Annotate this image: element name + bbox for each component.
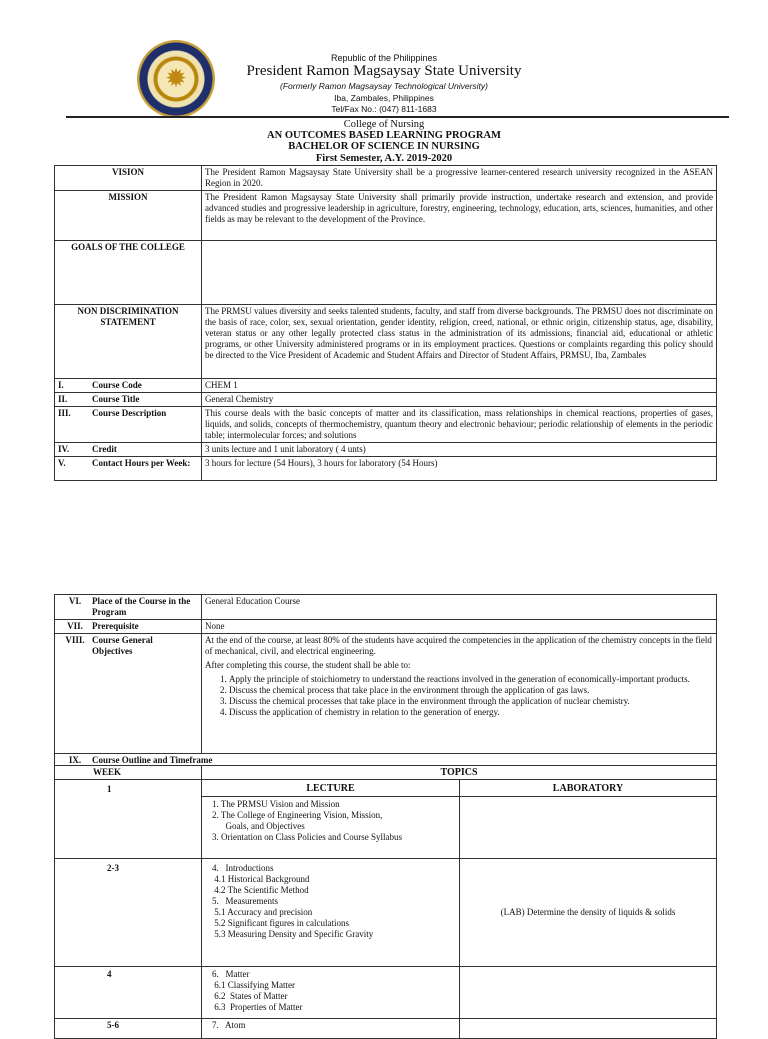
course-code-label-cell bbox=[55, 379, 202, 393]
objective-item: 2. Discuss the chemical process that take place in the environment through the application of gas laws. bbox=[229, 685, 713, 696]
lecture-line: 6. Matter bbox=[212, 969, 250, 979]
goals-row bbox=[55, 241, 717, 305]
program-title: AN OUTCOMES BASED LEARNING PROGRAM bbox=[267, 130, 501, 141]
lecture-line: 5.2 Significant figures in calculations bbox=[212, 918, 349, 928]
objective-item: 1. Apply the principle of stoichiometry to understand the reactions involved in the generation of economically-important products. bbox=[229, 674, 713, 685]
nondisc-text: The PRMSU values diversity and seeks talented students, faculty, and staff from diverse backgrounds. The PRMSU does not discriminate on the basis of race, color, sex, sexual orientation, gender identity, religion, creed, national, or ethnic origin, citizenship status, age, disability, veteran status or any other legally protected class status in the administration of its admissions, financial aid, educational or athletic programs, or other University administered programs or in its employment practices. Questions or complaints regarding this policy should be directed to the Vice President of Academic and Student Affairs and Director of Student Affairs, PRMSU, Iba, Zambales bbox=[202, 305, 717, 379]
republic-line: Republic of the Philippines bbox=[330, 53, 438, 63]
lecture-cell bbox=[202, 797, 460, 859]
course-code-row bbox=[55, 379, 717, 393]
place-row bbox=[55, 595, 717, 620]
lecture-line: Goals, and Objectives bbox=[212, 821, 305, 831]
course-info-table bbox=[54, 165, 717, 481]
laboratory-header: LABORATORY bbox=[460, 780, 717, 797]
week-row bbox=[55, 859, 717, 967]
course-title-value: General Chemistry bbox=[202, 393, 717, 407]
place-value: General Education Course bbox=[202, 595, 717, 620]
row-label: Prerequisite bbox=[92, 621, 139, 631]
place-label-cell bbox=[55, 595, 202, 620]
mission-label: MISSION bbox=[55, 191, 202, 241]
row-label: Course Code bbox=[92, 380, 142, 390]
prerequisite-row bbox=[55, 620, 717, 634]
topics-header: TOPICS bbox=[202, 766, 717, 780]
row-number: VIII. bbox=[65, 635, 85, 645]
objectives-content bbox=[202, 634, 717, 754]
lab-cell bbox=[460, 1019, 717, 1039]
lecture-line: 4. Introductions bbox=[212, 863, 274, 873]
goals-label: GOALS OF THE COLLEGE bbox=[55, 241, 202, 305]
objectives-row bbox=[55, 634, 717, 754]
lecture-header: LECTURE bbox=[202, 780, 460, 797]
mission-text: The President Ramon Magsaysay State University shall primarily provide instruction, undertake research and extension, and provide advanced studies and progressive leadership in agriculture, forestry, engineering, technology, education, arts, sciences, humanities, and other fields as may be relevant to the development of the Province. bbox=[202, 191, 717, 241]
university-name: President Ramon Magsaysay State University bbox=[246, 63, 522, 79]
lecture-line: 4.1 Historical Background bbox=[212, 874, 310, 884]
course-outline-table bbox=[54, 765, 717, 1039]
vision-label: VISION bbox=[55, 166, 202, 191]
objective-item: 4. Discuss the application of chemistry in relation to the generation of energy. bbox=[229, 707, 713, 718]
goals-text bbox=[202, 241, 717, 305]
row-number: II. bbox=[58, 394, 68, 404]
degree-title: BACHELOR OF SCIENCE IN NURSING bbox=[288, 141, 480, 152]
row-label: Course General Objectives bbox=[92, 635, 153, 656]
address-line: Iba, Zambales, Philippines bbox=[334, 93, 434, 103]
week-cell: 4 bbox=[55, 967, 202, 1019]
mission-row bbox=[55, 191, 717, 241]
vision-text: The President Ramon Magsaysay State University shall be a progressive learner-centered research university recognized in the ASEAN Region in 2020. bbox=[202, 166, 717, 191]
course-title-label-cell bbox=[55, 393, 202, 407]
lab-cell bbox=[460, 967, 717, 1019]
lecture-line: 6.3 Properties of Matter bbox=[212, 1002, 303, 1012]
course-objectives-table bbox=[54, 594, 717, 767]
course-description-label-cell bbox=[55, 407, 202, 443]
contact-hours-label-cell bbox=[55, 457, 202, 481]
lecture-line: 4.2 The Scientific Method bbox=[212, 885, 309, 895]
lecture-cell bbox=[202, 859, 460, 967]
semester-title: First Semester, A.Y. 2019-2020 bbox=[315, 153, 453, 164]
lecture-line: 2. The College of Engineering Vision, Mission, bbox=[212, 810, 383, 820]
vision-row bbox=[55, 166, 717, 191]
credit-row bbox=[55, 443, 717, 457]
university-seal-icon: ✹ bbox=[137, 40, 215, 118]
row-number: VII. bbox=[67, 621, 83, 631]
subheader-row bbox=[55, 780, 717, 797]
lecture-line: 6.2 States of Matter bbox=[212, 991, 288, 1001]
week-header-row bbox=[55, 766, 717, 780]
week-header: WEEK bbox=[55, 766, 202, 780]
row-label: Course Title bbox=[92, 394, 140, 404]
formerly-line: (Formerly Ramon Magsaysay Technological University) bbox=[279, 81, 488, 91]
row-label: Credit bbox=[92, 444, 117, 454]
row-label: Contact Hours per Week: bbox=[92, 458, 191, 468]
week-row bbox=[55, 1019, 717, 1039]
row-label: Place of the Course in the Program bbox=[92, 596, 191, 617]
row-label: Course Description bbox=[92, 408, 167, 418]
objectives-list bbox=[205, 674, 713, 718]
course-title-row bbox=[55, 393, 717, 407]
row-number: IX. bbox=[68, 755, 82, 765]
credit-label-cell bbox=[55, 443, 202, 457]
lecture-line: 5.1 Accuracy and precision bbox=[212, 907, 313, 917]
week-cell: 1 bbox=[55, 780, 202, 859]
nondisc-label: NON DISCRIMINATION STATEMENT bbox=[55, 305, 202, 379]
lecture-line: 7. Atom bbox=[212, 1020, 246, 1030]
objective-item: 3. Discuss the chemical processes that take place in the environment through the application of nuclear chemistry. bbox=[229, 696, 713, 707]
row-number: IV. bbox=[58, 444, 70, 454]
course-code-value: CHEM 1 bbox=[202, 379, 717, 393]
row-label: Course Outline and Timeframe bbox=[92, 755, 213, 765]
lecture-line: 5. Measurements bbox=[212, 896, 278, 906]
lecture-line: 3. Orientation on Class Policies and Course Syllabus bbox=[212, 832, 402, 842]
lecture-line: 1. The PRMSU Vision and Mission bbox=[212, 799, 340, 809]
row-number: III. bbox=[58, 408, 71, 418]
lecture-line: 6.1 Classifying Matter bbox=[212, 980, 295, 990]
lab-cell bbox=[460, 797, 717, 859]
header-divider bbox=[66, 116, 729, 118]
lecture-cell bbox=[202, 1019, 460, 1039]
lab-cell: (LAB) Determine the density of liquids & solids bbox=[460, 859, 717, 967]
row-number: V. bbox=[58, 458, 66, 468]
course-description-row bbox=[55, 407, 717, 443]
lecture-cell bbox=[202, 967, 460, 1019]
objectives-lead: After completing this course, the student shall be able to: bbox=[205, 660, 411, 670]
prerequisite-label-cell bbox=[55, 620, 202, 634]
week-cell: 2-3 bbox=[55, 859, 202, 967]
lecture-line: 5.3 Measuring Density and Specific Gravity bbox=[212, 929, 374, 939]
row-number: I. bbox=[58, 380, 64, 390]
telfax-line: Tel/Fax No.: (047) 811-1683 bbox=[331, 104, 437, 114]
nondisc-row bbox=[55, 305, 717, 379]
row-number: VI. bbox=[68, 596, 82, 606]
credit-value: 3 units lecture and 1 unit laboratory ( 4 unts) bbox=[202, 443, 717, 457]
contact-hours-value: 3 hours for lecture (54 Hours), 3 hours for laboratory (54 Hours) bbox=[202, 457, 717, 481]
prerequisite-value: None bbox=[202, 620, 717, 634]
objectives-intro: At the end of the course, at least 80% of the students have acquired the competencies in the application of the chemistry concepts in the field of mechanical, civil, and electrical engineering. bbox=[205, 635, 712, 656]
college-title: College of Nursing bbox=[343, 119, 425, 130]
week-row bbox=[55, 967, 717, 1019]
week-cell: 5-6 bbox=[55, 1019, 202, 1039]
objectives-label-cell bbox=[55, 634, 202, 754]
course-description-value: This course deals with the basic concepts of matter and its classification, mass relationships in chemical reactions, properties of gases, liquids, and solids, concepts of thermochemistry, quantum theory and electronic behaviour; periodic relationship of elements in the periodic table; intermolecular forces; and solutions bbox=[202, 407, 717, 443]
contact-hours-row bbox=[55, 457, 717, 481]
